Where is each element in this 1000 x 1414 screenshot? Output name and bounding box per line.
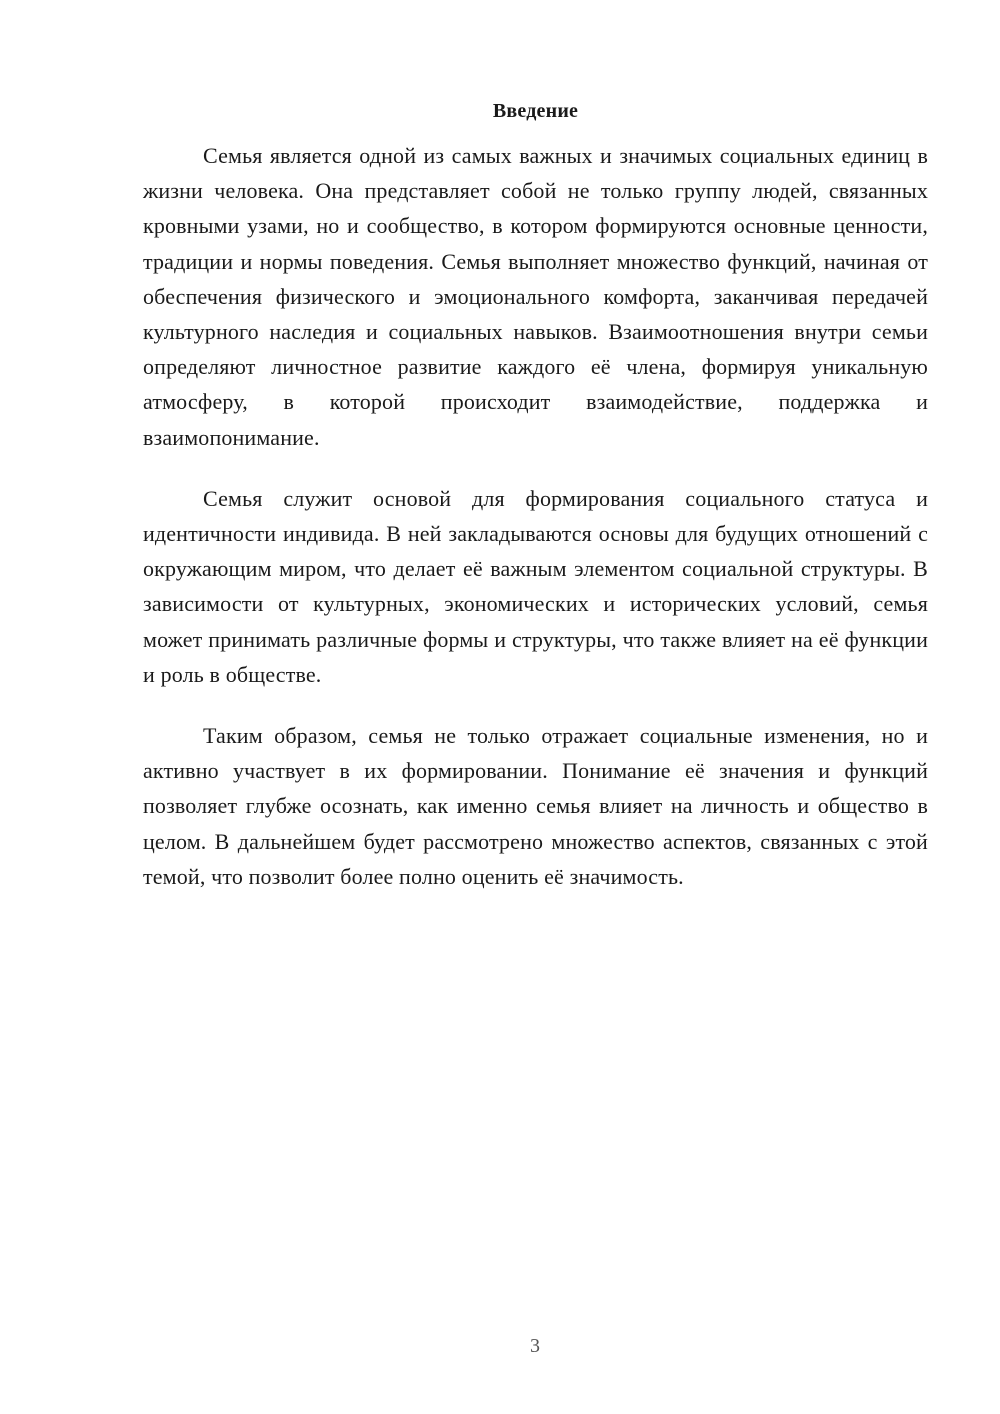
page-content — [143, 96, 928, 894]
paragraph-1: Семья является одной из самых важных и значимых социальных единиц в жизни человека. Она представляет собой не только группу людей, связанных кровными узами, но и сообщество, в котором формируются основные ценности, традиции и нормы поведения. Семья выполняет множество функций, начиная от обеспечения физического и эмоционального комфорта, заканчивая передачей культурного наследия и социальных навыков. Взаимоотношения внутри семьи определяют личностное развитие каждого её члена, формируя уникальную атмосферу, в которой происходит взаимодействие, поддержка и взаимопонимание. — [143, 143, 928, 450]
page-number: 3 — [530, 1335, 540, 1357]
section-heading: Введение — [492, 100, 579, 122]
paragraph-3: Таким образом, семья не только отражает социальные изменения, но и активно участвует в их формировании. Понимание её значения и функций позволяет глубже осознать, как именно семья влияет на личность и общество в целом. В дальнейшем будет рассмотрено множество аспектов, связанных с этой темой, что позволит более полно оценить её значимость. — [143, 723, 928, 889]
paragraph-2: Семья служит основой для формирования социального статуса и идентичности индивида. В ней закладываются основы для будущих отношений с окружающим миром, что делает её важным элементом социальной структуры. В зависимости от культурных, экономических и исторических условий, семья может принимать различные формы и структуры, что также влияет на её функции и роль в обществе. — [143, 485, 928, 687]
